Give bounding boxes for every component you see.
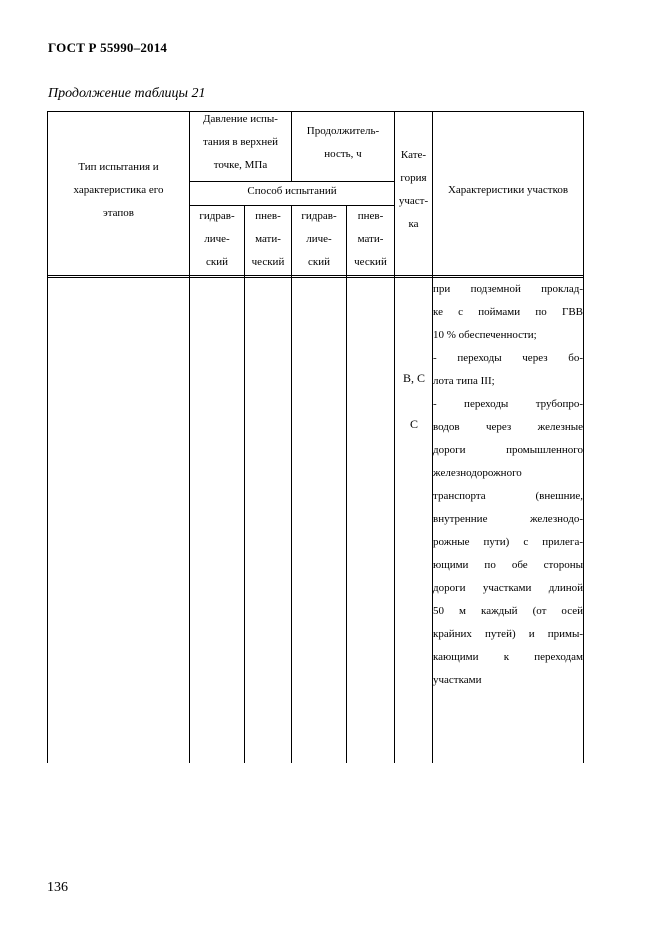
header-duration — [292, 120, 394, 166]
header-pressure-pneumatic — [245, 205, 291, 274]
header-line: ность, ч — [324, 148, 362, 160]
header-line: этапов — [103, 207, 134, 219]
header-line: участ- — [398, 195, 429, 207]
header-bottom-border — [47, 275, 584, 276]
header-duration-hydraulic — [292, 205, 346, 274]
table-top-border — [47, 111, 584, 112]
description-line: 50 м каждый (от осей — [433, 605, 583, 617]
header-line: ческий — [251, 256, 285, 268]
header-line: Давление испы- — [203, 113, 278, 125]
description-line: - переходы трубопро- — [433, 398, 583, 410]
header-line: мати- — [255, 233, 281, 245]
header-line: личе- — [204, 233, 230, 245]
category-value: B, C — [402, 371, 425, 385]
description-line: 10 % обеспеченности; — [433, 329, 537, 341]
description-line: при подземной проклад- — [433, 283, 583, 295]
description-line: рожные пути) с прилега- — [433, 536, 583, 548]
description-line: - переходы через бо- — [433, 352, 583, 364]
document-code: ГОСТ Р 55990–2014 — [48, 40, 168, 55]
header-line: Кате- — [400, 149, 427, 161]
header-line: Продолжитель- — [306, 125, 380, 137]
description-line: внутренние железнодо- — [433, 513, 583, 525]
category-values — [395, 367, 433, 436]
header-line: характеристика его — [73, 184, 164, 196]
header-line: Способ испытаний — [247, 185, 337, 197]
description-line: лота типа III; — [433, 375, 495, 387]
description-line: дороги участками длиной — [433, 582, 583, 594]
header-line: Характеристики участков — [447, 184, 569, 196]
description-line: ке с поймами по ГВВ — [433, 306, 583, 318]
header-line: гидрав- — [301, 210, 337, 222]
header-line: точке, МПа — [213, 159, 268, 171]
header-line: ческий — [354, 256, 387, 268]
col-divider-4 — [346, 205, 347, 763]
section-characteristics — [433, 278, 583, 692]
category-value: C — [409, 417, 418, 431]
header-line: гидрав- — [199, 210, 235, 222]
col-divider-3b — [291, 205, 292, 763]
header-pressure-hydraulic — [190, 205, 244, 274]
header-line: пнев- — [357, 210, 384, 222]
description-line: железнодорожного — [433, 467, 522, 479]
header-method — [190, 181, 394, 201]
description-line: кающими к переходам — [433, 651, 583, 663]
header-duration-pneumatic — [347, 205, 394, 274]
page-number: 136 — [47, 880, 68, 895]
description-line: водов через железные — [433, 421, 583, 433]
header-line: тания в верхней — [202, 136, 279, 148]
description-line: участками — [433, 674, 482, 686]
header-line: личе- — [306, 233, 332, 245]
header-test-type — [48, 156, 189, 225]
description-line: ющими по обе стороны — [433, 559, 583, 571]
header-line: пнев- — [255, 210, 281, 222]
description-line: транспорта (внешние, — [433, 490, 583, 502]
header-line: мати- — [357, 233, 384, 245]
description-line: крайних путей) и примы- — [433, 628, 583, 640]
header-line: ский — [308, 256, 330, 268]
header-line: Тип испытания и — [78, 161, 159, 173]
header-category — [395, 144, 432, 236]
header-line: гория — [400, 172, 427, 184]
description-line: дороги промышленного — [433, 444, 583, 456]
header-characteristics — [433, 179, 583, 202]
table-continuation-title: Продолжение таблицы 21 — [48, 86, 206, 101]
header-line: ский — [206, 256, 228, 268]
col-divider-2 — [244, 205, 245, 763]
header-pressure — [190, 108, 291, 177]
table-right-border — [583, 111, 584, 763]
header-line: ка — [408, 218, 419, 230]
